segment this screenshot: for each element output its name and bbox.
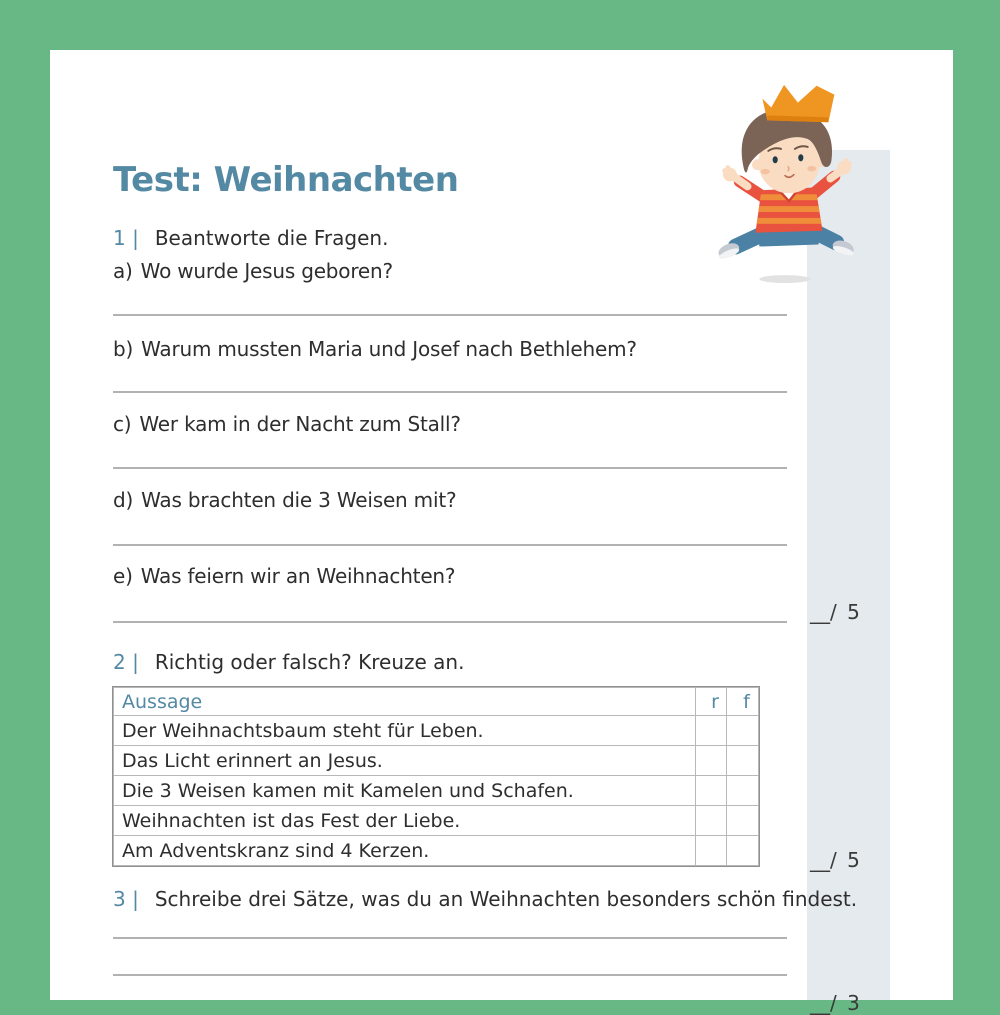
col-header-aussage: Aussage	[114, 688, 696, 716]
table-row: Der Weihnachtsbaum steht für Leben.	[114, 716, 759, 746]
answer-line-f[interactable]	[113, 937, 787, 939]
answer-line-e[interactable]	[113, 621, 787, 623]
task2-number: 2 |	[113, 650, 139, 674]
question-e: e) Was feiern wir an Weihnachten?	[113, 564, 456, 588]
answer-line-g[interactable]	[113, 974, 787, 976]
checkbox-cell-f[interactable]	[727, 746, 759, 776]
boy-shadow	[759, 275, 810, 283]
true-false-table	[113, 687, 759, 866]
table-header-row	[114, 688, 759, 716]
checkbox-cell-f[interactable]	[727, 776, 759, 806]
col-header-f: f	[727, 688, 759, 716]
table-row: Am Adventskranz sind 4 Kerzen.	[114, 836, 759, 866]
task3-instruction: Schreibe drei Sätze, was du an Weihnachten besonders schön findest.	[154, 887, 858, 911]
question-a: a) Wo wurde Jesus geboren?	[113, 259, 393, 283]
checkbox-cell-r[interactable]	[696, 716, 727, 746]
task1-score-field[interactable]: __/ 5	[810, 600, 860, 624]
checkbox-cell-f[interactable]	[727, 836, 759, 866]
question-d: d) Was brachten die 3 Weisen mit?	[113, 488, 457, 512]
task2-instruction: Richtig oder falsch? Kreuze an.	[154, 650, 465, 674]
answer-line-b[interactable]	[113, 391, 787, 393]
checkbox-cell-f[interactable]	[727, 806, 759, 836]
task3-heading	[113, 887, 857, 911]
task3-score-field[interactable]: __/ 3	[810, 991, 860, 1015]
worksheet-page	[50, 50, 953, 1015]
answer-line-c[interactable]	[113, 467, 787, 469]
task1-number: 1 |	[113, 226, 139, 250]
task2-score-field[interactable]: __/ 5	[810, 848, 860, 872]
answer-line-a[interactable]	[113, 314, 787, 316]
checkbox-cell-r[interactable]	[696, 746, 727, 776]
checkbox-cell-f[interactable]	[727, 716, 759, 746]
page-title: Test: Weihnachten	[113, 160, 459, 200]
checkbox-cell-r[interactable]	[696, 806, 727, 836]
question-b: b) Warum mussten Maria und Josef nach Bethlehem?	[113, 337, 637, 361]
checkbox-cell-r[interactable]	[696, 836, 727, 866]
jumping-boy-illustration	[714, 72, 862, 284]
table-row: Das Licht erinnert an Jesus.	[114, 746, 759, 776]
question-c: c) Wer kam in der Nacht zum Stall?	[113, 412, 461, 436]
task2-heading	[113, 650, 464, 674]
answer-line-d[interactable]	[113, 544, 787, 546]
checkbox-cell-r[interactable]	[696, 776, 727, 806]
task3-number: 3 |	[113, 887, 139, 911]
table-row: Die 3 Weisen kamen mit Kamelen und Schafen.	[114, 776, 759, 806]
col-header-r: r	[696, 688, 727, 716]
table-row: Weihnachten ist das Fest der Liebe.	[114, 806, 759, 836]
task1-heading	[113, 226, 388, 250]
task1-instruction: Beantworte die Fragen.	[154, 226, 389, 250]
